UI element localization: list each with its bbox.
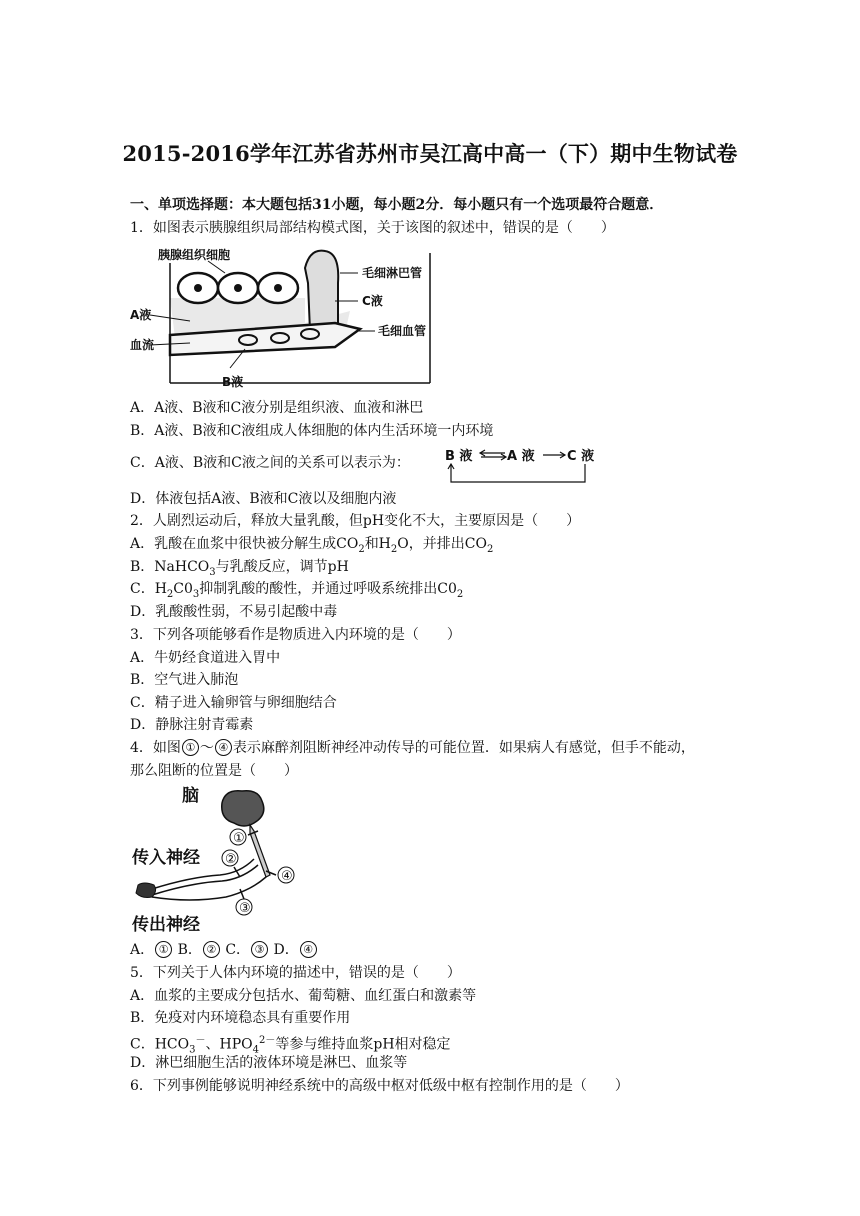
q5-stem: 5．下列关于人体内环境的描述中，错误的是（ ）: [130, 965, 461, 981]
superscript: －: [195, 1035, 206, 1046]
q5-option-d: D．淋巴细胞生活的液体环境是淋巴、血浆等: [130, 1055, 408, 1071]
q4-option-b: B．: [177, 942, 202, 958]
q1-option-c: C．A液、B液和C液之间的关系可以表示为：: [130, 455, 410, 471]
q4-option-d: D．: [273, 942, 299, 958]
q2-a-text3: O，并排出CO: [397, 536, 487, 552]
q2-b-text2: 与乳酸反应，调节pH: [215, 559, 349, 575]
fluid-relation-diagram: [443, 444, 603, 488]
q4-stem-text2: 表示麻醉剂阻断神经冲动传导的可能位置．如果病人有感觉，但手不能动，: [232, 740, 695, 756]
q1-option-a: A．A液、B液和C液分别是组织液、血液和淋巴: [130, 400, 424, 416]
q2-a-text1: A．乳酸在血浆中很快被分解生成CO: [130, 536, 359, 552]
q2-a-text2: 和H: [364, 536, 391, 552]
section-heading: 一、单项选择题：本大题包括31小题，每小题2分．每小题只有一个选项最符合题意．: [130, 197, 664, 213]
q3-option-b: B．空气进入肺泡: [130, 672, 239, 688]
label-a-fluid: A液: [130, 308, 152, 322]
label-brain: 脑: [182, 786, 199, 806]
label-efferent-nerve: 传出神经: [132, 915, 200, 935]
mark-4: ④: [281, 869, 293, 884]
q5-c-text2: 、HPO: [205, 1036, 253, 1053]
label-b-fluid: B液: [222, 375, 244, 389]
q3-option-a: A．牛奶经食道进入胃中: [130, 650, 281, 666]
q4-stem-tilde: ～: [199, 740, 214, 756]
q3-stem: 3．下列各项能够看作是物质进入内环境的是（ ）: [130, 627, 461, 643]
q4-stem: [130, 738, 695, 758]
q6-stem: 6．下列事例能够说明神经系统中的高级中枢对低级中枢有控制作用的是（ ）: [130, 1078, 629, 1094]
subscript: 2: [486, 543, 494, 555]
q1-option-d: D．体液包括A液、B液和C液以及细胞内液: [130, 491, 397, 507]
label-pancreas-cells: 胰腺组织细胞: [158, 248, 231, 262]
mark-2: ②: [225, 852, 237, 867]
diagram-b-fluid: B 液: [445, 449, 473, 464]
circled-number-4: ④: [300, 941, 317, 958]
q5-c-text1: C．HCO: [130, 1036, 190, 1053]
subscript: 2: [390, 543, 398, 555]
label-c-fluid: C液: [362, 294, 383, 308]
circled-number-1: ①: [182, 739, 199, 756]
label-afferent-nerve: 传入神经: [132, 848, 200, 868]
q2-c-text1: C．H: [130, 581, 167, 597]
subscript: 3: [192, 588, 200, 600]
q2-option-a: [130, 534, 493, 560]
q4-option-a: A．: [130, 942, 155, 958]
label-lymph-capillary: 毛细淋巴管: [362, 266, 423, 280]
q2-option-d: D．乳酸酸性弱，不易引起酸中毒: [130, 604, 338, 620]
q2-option-c: [130, 579, 463, 605]
circled-number-2: ②: [203, 941, 220, 958]
diagram-a-fluid: A 液: [507, 449, 535, 464]
circled-number-4: ④: [215, 739, 232, 756]
q4-stem-text1: 4．如图: [130, 740, 181, 756]
subscript: 2: [358, 543, 365, 555]
subscript: 4: [252, 1044, 259, 1056]
q1-option-b: B．A液、B液和C液组成人体细胞的体内生活环境一内环境: [130, 423, 494, 439]
subscript: 3: [189, 1044, 196, 1056]
mark-3: ③: [239, 901, 251, 916]
q4-stem-line2: 那么阻断的位置是（ ）: [130, 763, 298, 779]
label-blood-flow: 血流: [130, 338, 155, 352]
q5-c-text3: 等参与维持血浆pH相对稳定: [275, 1036, 451, 1053]
page-title: 2015-2016学年江苏省苏州市吴江高中高一（下）期中生物试卷: [122, 141, 738, 166]
circled-number-1: ①: [155, 941, 172, 958]
q3-option-d: D．静脉注射青霉素: [130, 717, 254, 733]
q5-option-b: B．免疫对内环境稳态具有重要作用: [130, 1010, 351, 1026]
subscript: 3: [209, 566, 216, 578]
q5-option-a: A．血浆的主要成分包括水、葡萄糖、血红蛋白和激素等: [130, 988, 477, 1004]
q3-option-c: C．精子进入输卵管与卵细胞结合: [130, 695, 337, 711]
q2-stem: 2．人剧烈运动后，释放大量乳酸，但pH变化不大，主要原因是（ ）: [130, 513, 581, 529]
subscript: 2: [456, 588, 464, 600]
q2-b-text1: B．NaHCO: [130, 559, 210, 575]
q4-options: [130, 940, 318, 960]
q1-stem: 1．如图表示胰腺组织局部结构模式图，关于该图的叙述中，错误的是（ ）: [130, 220, 615, 236]
label-blood-capillary: 毛细血管: [378, 324, 427, 338]
nerve-block-figure: [130, 785, 310, 935]
circled-number-3: ③: [251, 941, 268, 958]
q2-c-text2: C0: [173, 581, 193, 597]
q4-option-c: C．: [225, 942, 251, 958]
subscript: 2: [166, 588, 174, 600]
superscript: 2－: [258, 1035, 276, 1046]
mark-1: ①: [233, 831, 245, 846]
q2-c-text3: 抑制乳酸的酸性，并通过呼吸系统排出C0: [199, 581, 457, 597]
diagram-c-fluid: C 液: [567, 449, 595, 464]
pancreas-tissue-figure: [130, 243, 440, 393]
